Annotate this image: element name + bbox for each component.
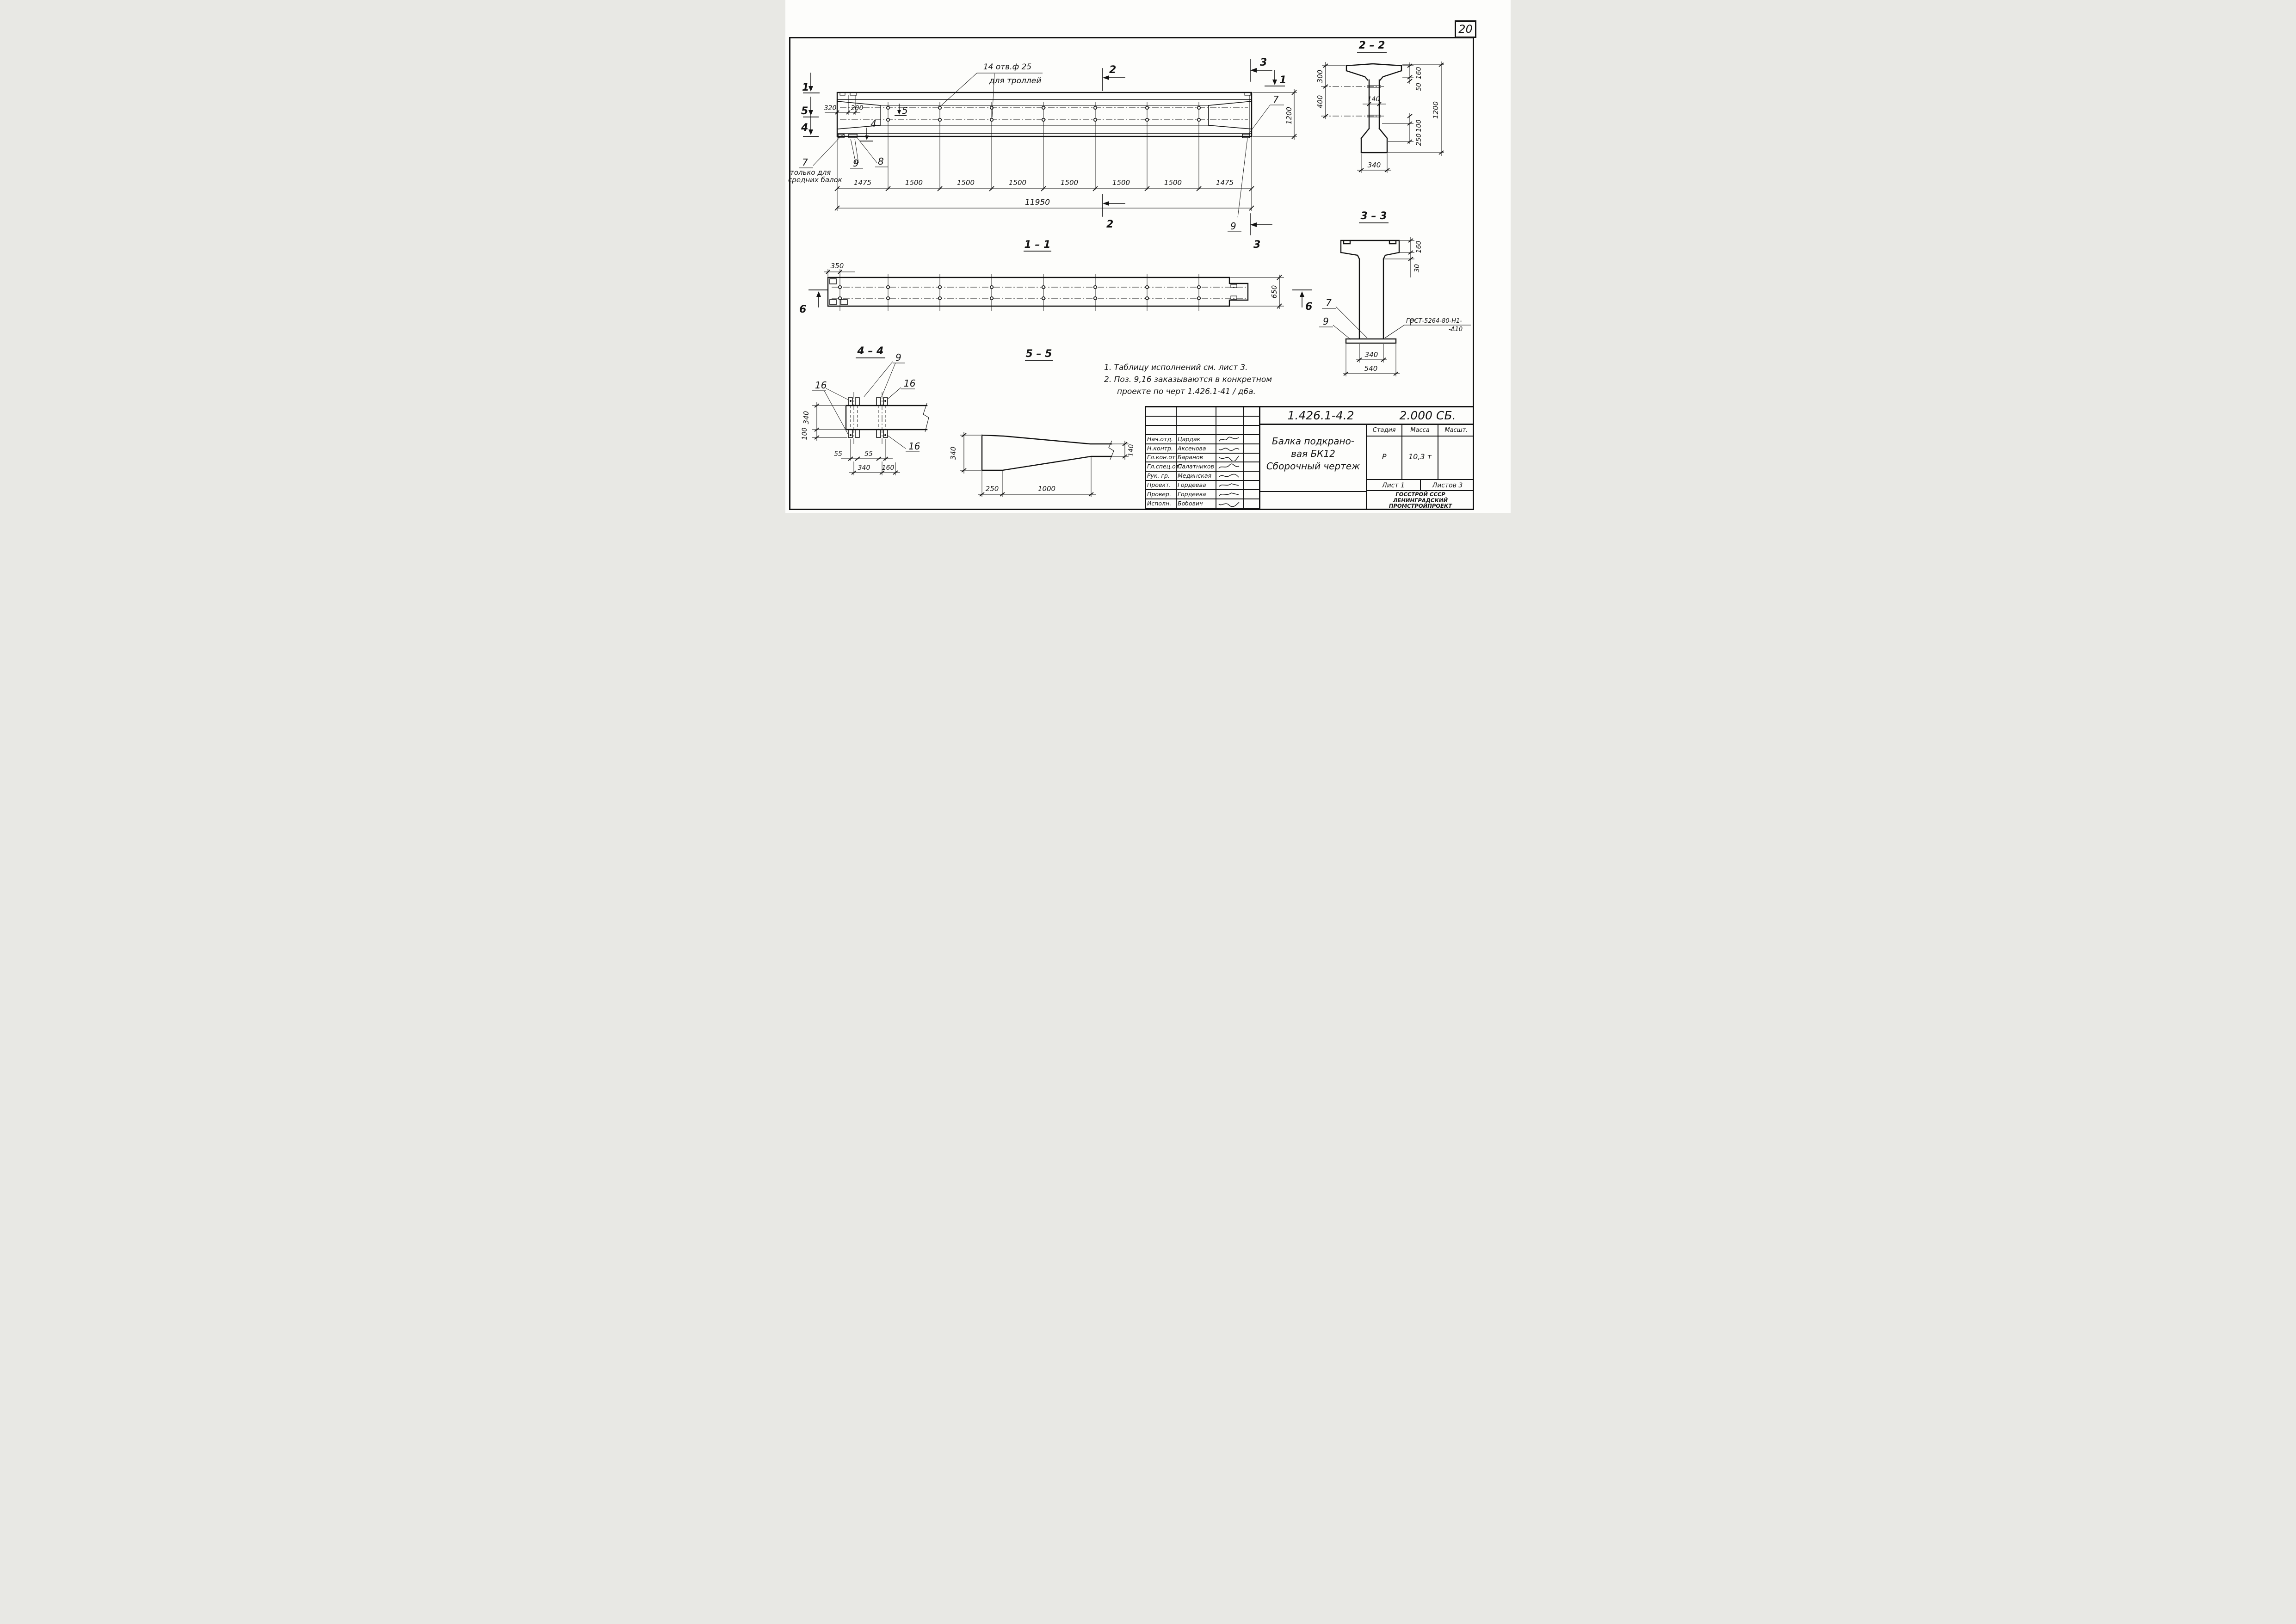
weld-note [1385, 318, 1471, 338]
plan-holes [839, 274, 1200, 311]
svg-text:5: 5 [902, 105, 908, 116]
signature-scribble [1217, 454, 1241, 461]
doc-number-row [1260, 407, 1474, 425]
weld-size: -Δ10 [1449, 326, 1463, 333]
callout-9 [1319, 316, 1351, 339]
svg-text:16: 16 [815, 380, 827, 391]
svg-text:4: 4 [870, 118, 876, 129]
svg-text:30: 30 [1413, 264, 1421, 272]
section-mark-3-bottom [1250, 214, 1272, 251]
section-mark-6-left [799, 290, 828, 315]
callout-9 [864, 352, 905, 397]
title-block [1145, 406, 1474, 510]
notes-block [1104, 362, 1272, 398]
callout-16-bottom [887, 435, 920, 452]
svg-text:350: 350 [830, 262, 844, 270]
segment-dimensions [835, 136, 1254, 211]
svg-text:340: 340 [802, 411, 810, 424]
sheet-label: Лист 1 [1367, 480, 1421, 490]
svg-text:250: 250 [1415, 133, 1423, 146]
svg-text:650: 650 [1270, 285, 1278, 299]
section-mark-4-cut [860, 118, 876, 141]
svg-text:1500: 1500 [1060, 178, 1079, 187]
mass-value: 10,3 т [1402, 437, 1438, 479]
signature-scribble [1217, 436, 1241, 443]
svg-text:1500: 1500 [1164, 178, 1182, 187]
svg-text:1000: 1000 [1037, 485, 1056, 493]
plan-view-1-1 [799, 239, 1312, 315]
clip-assembly [848, 392, 888, 444]
dim-200: 200 [851, 105, 864, 112]
svg-text:4: 4 [801, 122, 809, 134]
svg-text:1: 1 [1279, 74, 1287, 86]
svg-text:1: 1 [802, 82, 809, 93]
section-5-5-label: 5 – 5 [1025, 348, 1052, 360]
signature-scribble [1217, 445, 1241, 452]
scale-value [1438, 437, 1474, 479]
svg-text:3: 3 [1253, 239, 1261, 251]
weld-gost: ГОСТ-5264-80-Н1- [1406, 318, 1462, 325]
sheets-label: Листов 3 [1432, 482, 1463, 489]
section-2-2-label: 2 – 2 [1358, 40, 1385, 51]
callout-8-left [858, 138, 888, 167]
section-mark-6-right [1292, 290, 1312, 313]
svg-text:9: 9 [1230, 221, 1236, 232]
section-view-3-3 [1319, 210, 1471, 376]
section-mark-2-top [1103, 64, 1125, 91]
stage-value: Р [1367, 437, 1402, 479]
svg-text:9: 9 [853, 158, 859, 169]
svg-text:16: 16 [904, 378, 916, 389]
svg-text:160: 160 [1415, 67, 1423, 80]
svg-text:100: 100 [1415, 119, 1423, 132]
svg-text:1500: 1500 [1008, 178, 1027, 187]
signature-scribble [1217, 463, 1241, 470]
section-mark-1-right [1265, 70, 1286, 86]
svg-text:55: 55 [834, 450, 842, 458]
svg-text:300: 300 [1316, 69, 1324, 83]
svg-text:7: 7 [1326, 297, 1332, 308]
svg-text:50: 50 [1415, 83, 1423, 91]
svg-text:2: 2 [1109, 64, 1117, 76]
holes-note-line1: 14 отв.ф 25 [983, 62, 1032, 72]
svg-text:7: 7 [802, 157, 808, 168]
svg-text:100: 100 [801, 427, 809, 440]
svg-text:1475: 1475 [1216, 178, 1234, 187]
empty-cell [1260, 491, 1367, 509]
svg-text:9: 9 [895, 352, 901, 363]
drawing-sheet [785, 0, 1511, 513]
svg-text:160: 160 [882, 464, 895, 472]
note-line-2: 2. Поз. 9,16 заказываются в конкретном [1104, 375, 1272, 384]
svg-text:5: 5 [801, 105, 809, 117]
signature-scribble [1217, 472, 1241, 480]
table-row: Провер. Гордеева [1146, 490, 1259, 499]
svg-text:55: 55 [864, 450, 873, 458]
svg-text:1200: 1200 [1432, 101, 1440, 119]
holes-note-line2: для троллей [989, 76, 1042, 86]
stage-values-row [1367, 437, 1474, 479]
section-mark-1-left [802, 73, 820, 93]
svg-text:1500: 1500 [957, 178, 975, 187]
callout-16-left [812, 380, 848, 434]
svg-text:140: 140 [1367, 96, 1380, 103]
sheet-number-badge: 20 [1455, 20, 1476, 38]
svg-text:250: 250 [985, 485, 999, 493]
signature-scribble [1217, 481, 1241, 489]
note-line-3: проекте по черт 1.426.1-41 / д6а. [1117, 387, 1256, 396]
trolley-holes [887, 102, 1200, 190]
table-row: Гл.кон.от. Баранов [1146, 453, 1259, 462]
section-mark-4-left [801, 116, 819, 136]
svg-text:160: 160 [1415, 240, 1423, 253]
section-3-3-label: 3 – 3 [1360, 210, 1387, 222]
svg-text:340: 340 [1364, 351, 1378, 359]
svg-text:1200: 1200 [1285, 106, 1293, 125]
svg-text:6: 6 [1305, 301, 1313, 313]
svg-text:7: 7 [1273, 94, 1279, 105]
doc-suffix: 2.000 СБ. [1399, 409, 1456, 422]
elevation-view [788, 57, 1297, 251]
only-note-1: только для [790, 168, 831, 177]
section-mark-3-top [1250, 57, 1272, 81]
sheet-row [1367, 479, 1474, 491]
svg-text:9: 9 [1323, 316, 1329, 327]
svg-text:340: 340 [949, 446, 957, 460]
svg-text:1475: 1475 [853, 178, 872, 187]
dim-320: 320 [824, 105, 837, 112]
section-mark-5-left [801, 97, 819, 117]
section-mark-2-bottom [1103, 194, 1125, 230]
svg-text:340: 340 [1367, 161, 1381, 169]
section-4-4-label: 4 – 4 [857, 345, 884, 357]
table-row: Исполн. Бобович [1146, 499, 1259, 509]
callout-7-left [788, 137, 842, 184]
dim-350 [824, 262, 855, 277]
drawing-title: Балка подкрано- вая БК12 Сборочный чертеж [1260, 425, 1367, 491]
svg-text:340: 340 [858, 464, 870, 472]
table-row: Нач.отд. Цардак [1146, 435, 1259, 444]
doc-number: 1.426.1-4.2 [1287, 409, 1354, 422]
svg-text:16: 16 [908, 441, 920, 452]
svg-text:6: 6 [799, 304, 807, 315]
svg-text:1500: 1500 [905, 178, 923, 187]
svg-text:140: 140 [1128, 444, 1135, 457]
table-row: Рук. гр. Мединская [1146, 472, 1259, 481]
signatories-table [1146, 407, 1260, 509]
callout-16-right [888, 378, 915, 399]
svg-text:540: 540 [1364, 364, 1378, 373]
stage-header-row: Стадия Масса Масшт. [1367, 425, 1474, 437]
plan-label: 1 – 1 [1024, 239, 1051, 251]
svg-text:1500: 1500 [1112, 178, 1130, 187]
only-note-2: средних балок [788, 176, 842, 184]
signature-scribble [1217, 491, 1241, 498]
svg-text:8: 8 [878, 156, 884, 167]
organization: ГОССТРОЙ СССР ЛЕНИНГРАДСКИЙ ПРОМСТРОЙПРОЕКТ [1389, 491, 1452, 509]
dim-total: 11950 [1025, 198, 1050, 207]
section-view-4-4 [801, 345, 929, 475]
table-row: Проект. Гордеева [1146, 481, 1259, 490]
section-view-2-2 [1316, 40, 1444, 173]
dim-650 [1230, 275, 1284, 309]
table-row: Гл.спец.от. Палатников [1146, 462, 1259, 472]
svg-text:3: 3 [1260, 57, 1267, 68]
section-mark-5-cut [895, 104, 908, 116]
svg-text:400: 400 [1316, 95, 1324, 109]
callout-7-right [1249, 94, 1284, 134]
table-row: Н.контр. Аксенова [1146, 444, 1259, 454]
svg-text:2: 2 [1106, 219, 1114, 230]
signature-scribble [1217, 500, 1241, 507]
note-line-1: 1. Таблицу исполнений см. лист 3. [1104, 363, 1248, 372]
callout-9-left [850, 139, 863, 169]
